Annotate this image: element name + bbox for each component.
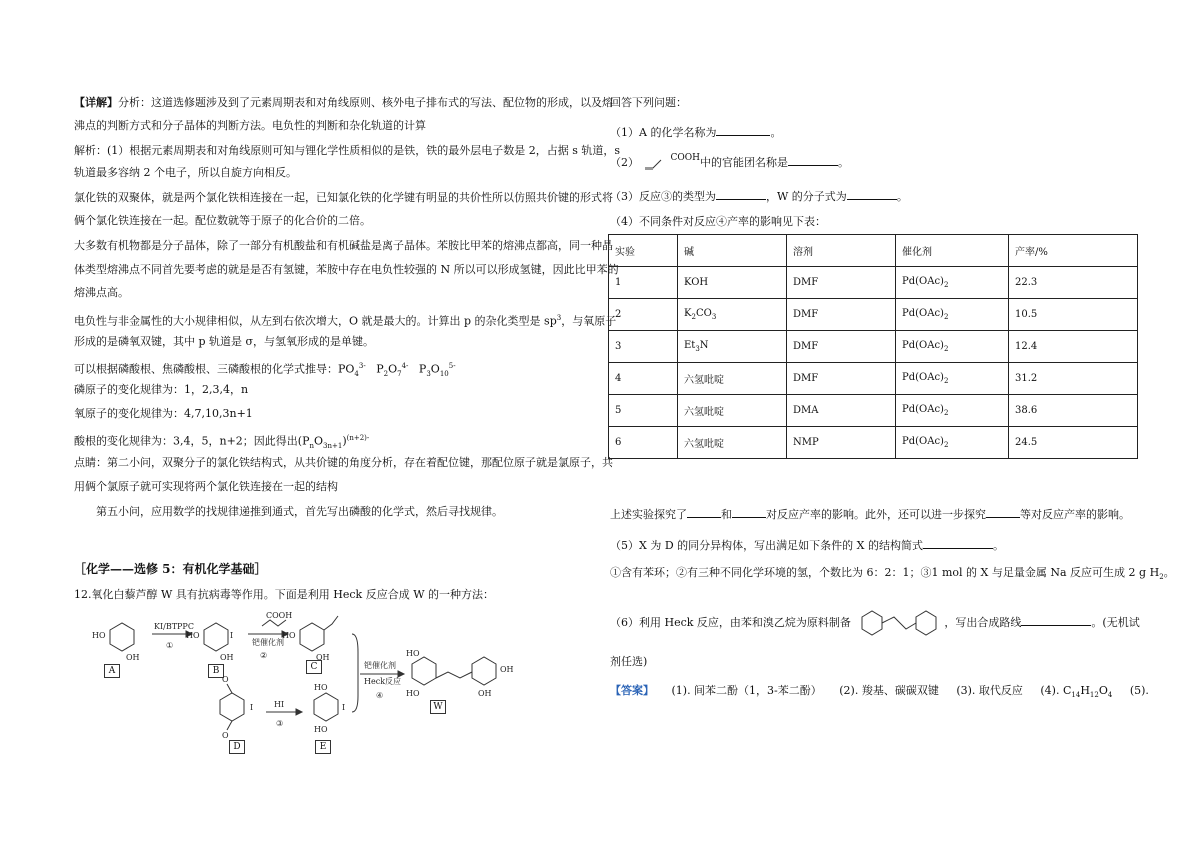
ring-b <box>204 623 228 651</box>
vinyl-w <box>436 672 472 678</box>
question-6: （6）利用 Heck 反应，由苯和溴乙烷为原料制备 ，写出合成路线 。(无机试 <box>610 609 1140 637</box>
label-e-ho1: HO <box>314 683 328 692</box>
reagent-2: 钯催化剂 <box>252 638 284 647</box>
table-row: 1 KOH DMF $Pd(OAc)_2$ 22.3 <box>609 267 1138 299</box>
step-1: ① <box>166 641 174 650</box>
brace-step4 <box>352 634 358 712</box>
ring-e <box>314 693 338 721</box>
fecl-line2: 俩个氯化铁连接在一起。配位数就等于原子的化合价的二倍。 <box>74 214 371 227</box>
question-5-conditions: ①含有苯环；②有三种不同化学环境的氢，个数比为 6：2：1；③1 mol 的 X 与足量金属 Na 反应可生成 2 g $H_2$。 <box>610 566 1175 582</box>
acrylic-acid <box>262 620 286 626</box>
reagent-1: KI/BTPPC <box>154 622 194 631</box>
ring-c <box>300 623 324 651</box>
fecl-line1: 氯化铁的双聚体，就是两个氯化铁相连接在一起，已知氯化铁的化学键有明显的共价性所以仿照共价键的形式将 <box>74 191 613 204</box>
label-d-i: I <box>250 703 254 712</box>
question-12: 12.氧化白藜芦醇 W 具有抗病毒等作用。下面是利用 Heck 反应合成 W 的一种方法： <box>74 588 495 601</box>
label-a: A <box>104 664 120 678</box>
ring-w2 <box>472 657 496 685</box>
table-header: 实验 <box>609 235 678 267</box>
label-b-oh: OH <box>220 653 234 662</box>
dianjing-line3: 第五小问，应用数学的找规律递推到通式，首先写出磷酸的化学式，然后寻找规律。 <box>96 505 503 518</box>
dianjing-line1: 点睛：第二小问，双聚分子的氯化铁结构式，从共价键的角度分析，存在着配位键，那配位原子就是氯原子，共 <box>74 456 613 469</box>
label-c: C <box>306 660 322 674</box>
section-title: ［化学——选修 5：有机化学基础］ <box>74 562 267 576</box>
ring-w1 <box>412 657 436 685</box>
step-3: ③ <box>276 719 284 728</box>
table-row: 2 $K_2CO_3$ DMF $Pd(OAc)_2$ 10.5 <box>609 299 1138 331</box>
table-row: 6 六氢吡啶 NMP $Pd(OAc)_2$ 24.5 <box>609 427 1138 459</box>
label-c-oh: OH <box>316 653 330 662</box>
question-3: （3）反应③的类型为 ，W 的分子式为 。 <box>610 190 908 203</box>
question-6-tail: 剂任选) <box>610 655 648 668</box>
org-line2: 体类型熔沸点不同首先要考虑的就是是否有氢键，苯胺中存在电负性较强的 N 所以可以形成氢键，因此比甲苯的 <box>74 263 619 276</box>
vinyl-c <box>324 616 338 630</box>
table-row: 5 六氢吡啶 DMA $Pd(OAc)_2$ 38.6 <box>609 395 1138 427</box>
label-b: B <box>208 664 224 678</box>
reagent-cooh: COOH <box>266 612 293 620</box>
label-w-ho2: HO <box>406 689 420 698</box>
table-header: 产率/% <box>1009 235 1138 267</box>
table-header: 催化剂 <box>896 235 1009 267</box>
acid-formula-line: 可以根据磷酸根、焦磷酸根、三磷酸根的化学式推导：$PO_4^{3-}$ $P_2O_7^{4-}$ $P_3O_{10}^{5-}$ <box>74 362 456 378</box>
reagent-3: HI <box>274 700 285 709</box>
heck-synthesis-scheme <box>74 612 594 752</box>
table-row: 3 $Et_3N$ DMF $Pd(OAc)_2$ 12.4 <box>609 331 1138 363</box>
label-w-oh2: OH <box>500 665 514 674</box>
answer-tag: 【答案】 <box>610 684 654 697</box>
label-d-o1: O <box>222 675 229 684</box>
yield-table <box>608 234 1138 459</box>
table-header-row <box>609 235 1138 267</box>
detail-heading: 【详解】 <box>74 96 118 109</box>
table-header: 碱 <box>678 235 787 267</box>
reagent-4b: Heck反应 <box>364 677 402 686</box>
dianjing-line2: 用俩个氯原子就可实现将两个氯化铁连接在一起的结构 <box>74 480 338 493</box>
answer-line: 【答案】 (1). 间苯二酚（1，3-苯二酚） (2). 羧基、碳碳双键 (3). 取代反应 (4). $C_{14}H_{12}O_4$ (5). <box>610 684 1149 700</box>
p-rule: 磷原子的变化规律为：1，2,3,4，n <box>74 383 249 396</box>
intro: 回答下列问题： <box>610 96 687 109</box>
o-rule: 氧原子的变化规律为：4,7,10,3n+1 <box>74 407 253 420</box>
question-1: （1）A 的化学名称为 。 <box>610 126 782 139</box>
acrylic-acid-icon <box>643 156 671 170</box>
question-4: （4）不同条件对反应④产率的影响见下表： <box>610 215 826 228</box>
label-d-o2: O <box>222 731 229 740</box>
table-row: 4 六氢吡啶 DMF $Pd(OAc)_2$ 31.2 <box>609 363 1138 395</box>
jiexi-line2: 轨道最多容纳 2 个电子，所以自旋方向相反。 <box>74 166 297 179</box>
charge-rule: 酸根的变化规律为：3,4，5，n+2；因此得出$(P_nO_{3n+1})^{(n+2)-}$ <box>74 434 370 450</box>
study-line: 上述实验探究了 和 对反应产率的影响。此外，还可以进一步探究 等对反应产率的影响。 <box>610 508 1130 521</box>
label-w-ho1: HO <box>406 649 420 658</box>
detail-paragraph-line2: 沸点的判断方式和分子晶体的判断方法。电负性的判断和杂化轨道的计算 <box>74 119 426 132</box>
en-line2: 形成的是磷氧双键，其中 p 轨道是 σ，与氢氧形成的是单键。 <box>74 335 375 348</box>
jiexi-line1: 解析：(1）根据元素周期表和对角线原则可知与锂化学性质相似的是铁，铁的最外层电子数是 2，占据 s 轨道，s <box>74 144 621 157</box>
label-b-i: I <box>230 631 234 640</box>
reagent-4a: 钯催化剂 <box>364 661 396 670</box>
en-line1: 电负性与非金属性的大小规律相似，从左到右依次增大，O 就是最大的。计算出 p 的杂化类型是 $sp^3$，与氧原子 <box>74 314 617 328</box>
label-e: E <box>315 740 331 754</box>
label-b-ho: HO <box>186 631 200 640</box>
label-a-oh: OH <box>126 653 140 662</box>
label-e-ho2: HO <box>314 725 328 734</box>
label-w: W <box>430 700 446 714</box>
label-c-ho: HO <box>282 631 296 640</box>
question-2: （2） $^{COOH}$中的官能团名称是 。 <box>610 153 849 169</box>
step-4: ④ <box>376 691 384 700</box>
org-line1: 大多数有机物都是分子晶体，除了一部分有机酸盐和有机碱盐是离子晶体。苯胺比甲苯的熔沸点都高，同一种晶 <box>74 239 613 252</box>
label-a-ho: HO <box>92 631 106 640</box>
label-w-oh: OH <box>478 689 492 698</box>
table-header: 溶剂 <box>787 235 896 267</box>
org-line3: 熔沸点高。 <box>74 286 129 299</box>
ring-d <box>220 693 244 721</box>
label-e-i: I <box>342 703 346 712</box>
stilbene-structure <box>854 609 944 637</box>
label-d: D <box>229 740 245 754</box>
question-5: （5）X 为 D 的同分异构体，写出满足如下条件的 X 的结构简式 。 <box>610 539 1004 552</box>
detail-paragraph-line1: 【详解】分析：这道选修题涉及到了元素周期表和对角线原则、核外电子排布式的写法、配位物的形成，以及熔 <box>74 96 613 109</box>
ring-a <box>110 623 134 651</box>
step-2: ② <box>260 651 268 660</box>
